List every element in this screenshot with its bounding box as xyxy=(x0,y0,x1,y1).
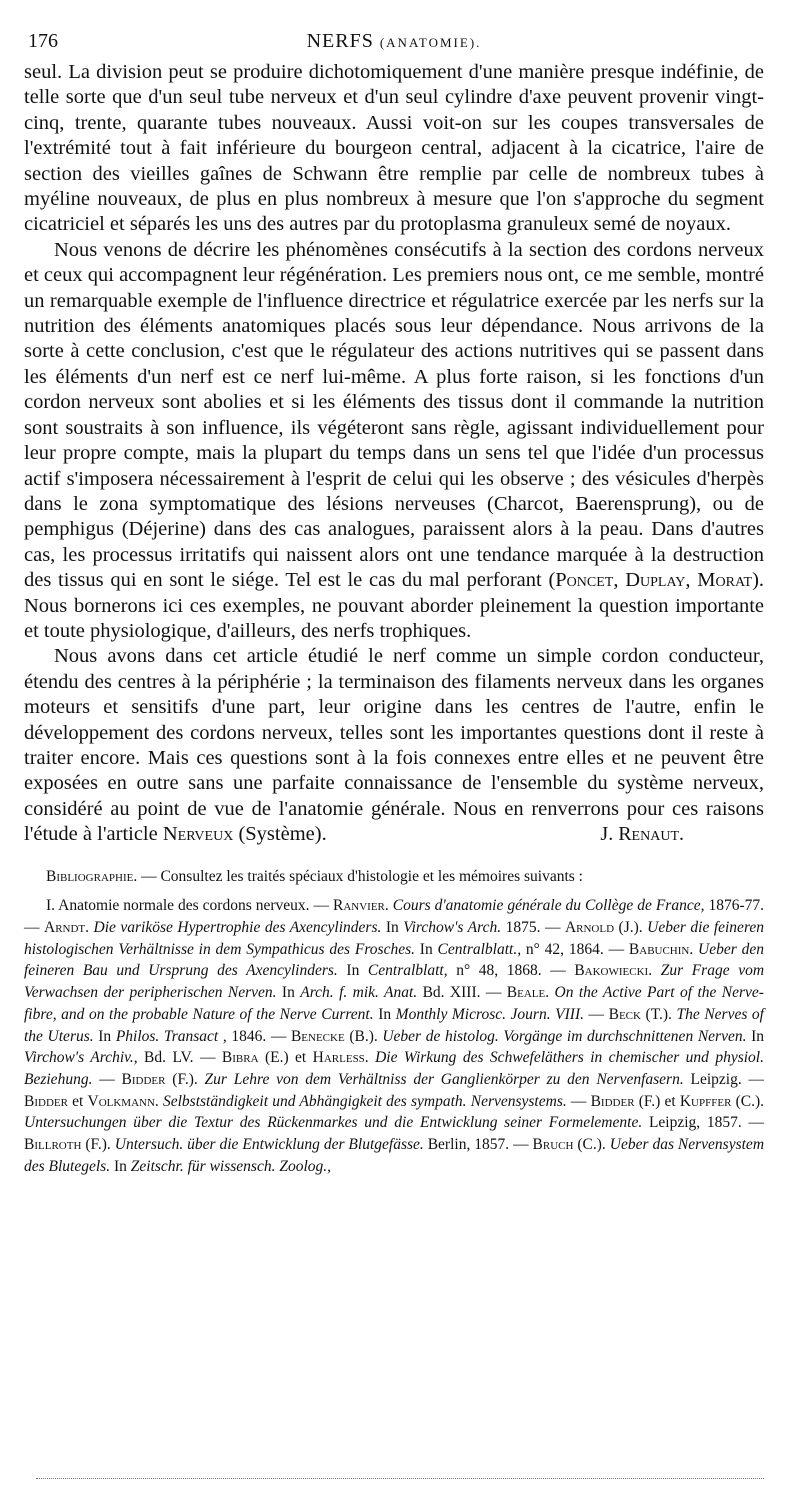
citation-detail: In xyxy=(746,1027,764,1045)
journal: Arch. f. mik. Anat. xyxy=(300,984,418,1002)
work-title: Ueber den feineren Bau und Ursprung des Axencylinders. xyxy=(24,940,764,980)
author-initial: (T.). xyxy=(640,1005,677,1023)
citation-detail: — xyxy=(92,1070,122,1088)
citation-detail: Bd. XIII. — xyxy=(417,984,507,1002)
bibliography-intro-text: — Consultez les traités spéciaux d'histologie et les mémoires suivants : xyxy=(137,867,583,885)
author: Benecke xyxy=(290,1027,345,1045)
journal: Zeitschr. für wissensch. Zoolog., xyxy=(130,1157,331,1175)
paragraph-2 xyxy=(24,238,764,645)
footer-rule xyxy=(36,1478,764,1479)
paragraph-1: seul. La division peut se produire dichotomiquement d'une manière presque indéfinie, de telle sorte que d'un seul tube nerveux et d'un seul cylindre d'axe peuvent provenir vingt-cinq, trente, quarante tubes nouveaux. Aussi voit-on sur les coupes transversales de l'extrémité tout à fait inférieure du bourgeon central, adjacent à la cicatrice, l'aire de section des vieilles gaînes de Schwann être remplie par celle de nombreux tubes à myéline nouveaux, de plus en plus nombreux à mesure que l'on s'approche du segment cicatriciel et séparés les uns des autres par du protoplasma granuleux semé de noyaux. xyxy=(24,61,764,236)
signature-name: Renaut. xyxy=(618,822,684,845)
citation-detail: In xyxy=(337,962,368,980)
author: Kupffer xyxy=(679,1092,732,1110)
paragraph-2-end: ). Nous bornerons ici ces exemples, ne pouvant aborder pleinement la question importante et toute physiologique, d'ailleurs, des nerfs trophiques. xyxy=(24,569,765,642)
citation-detail: Berlin, 1857. — xyxy=(423,1136,533,1154)
author-initial: (E.) et xyxy=(258,1049,313,1067)
author-initial: (F.). xyxy=(81,1136,115,1154)
author-name: Morat xyxy=(697,569,753,592)
citation-detail: Bd. LV. — xyxy=(137,1049,222,1067)
citation-detail: In xyxy=(381,919,404,936)
work-title: Die Wirkung des Schwefeläthers in chemischer und physiol. Beziehung. xyxy=(24,1049,764,1088)
work-title: Untersuchungen über die Textur des Rückenmarkes und die Entwicklung seiner Formelemente. xyxy=(24,1114,643,1132)
citation-detail: In xyxy=(276,984,301,1002)
work-title: Ueber die feineren histologischen Verhältnisse in dem Sympathicus des Frosches. xyxy=(24,919,765,958)
bibliography-label: Bibliographie. xyxy=(46,867,138,885)
author: Bidder xyxy=(590,1092,635,1110)
citation-detail: In xyxy=(93,1027,116,1045)
work-title: Zur Frage vom Verwachsen der peripherischen Nerven. xyxy=(24,962,765,1002)
work-title: Ueber das Nervensystem des Blutegels. xyxy=(24,1136,765,1175)
cross-reference: Nerveux xyxy=(162,823,234,846)
author-name: Poncet xyxy=(555,569,614,592)
section-lead: I. Anatomie normale des cordons nerveux. — xyxy=(46,897,333,915)
author-initial: (J.). xyxy=(614,919,648,936)
author: Bibra xyxy=(221,1049,259,1067)
author: Bidder xyxy=(121,1070,166,1088)
page-header xyxy=(24,26,764,60)
citation-detail: In xyxy=(373,1005,396,1023)
author: Bidder xyxy=(24,1092,68,1110)
running-title-main: NERFS xyxy=(306,30,374,52)
author: Arnold xyxy=(564,919,615,936)
author: Beale. xyxy=(506,984,550,1002)
author-initial: (C.). xyxy=(731,1092,764,1110)
citation-detail: In xyxy=(414,940,438,958)
journal: Philos. Transact , xyxy=(115,1027,227,1045)
citation-detail: 1875. — xyxy=(501,919,565,936)
author: Bruch xyxy=(532,1136,574,1154)
citation-detail: 1846. — xyxy=(226,1027,291,1045)
author-initial: (C.). xyxy=(573,1136,610,1154)
work-title: Untersuch. über die Entwicklung der Blutgefässe. xyxy=(114,1136,424,1154)
journal: Virchow's Archiv., xyxy=(24,1049,138,1067)
paragraph-3-end: (Système). xyxy=(233,823,327,846)
author: Bakowiecki. xyxy=(574,962,653,980)
author-initial: et xyxy=(67,1092,88,1110)
work-title: Zur Lehre von dem Verhältniss der Ganglienkörper zu den Nervenfasern. xyxy=(204,1070,684,1088)
work-title: Die variköse Hypertrophie des Axencylinders. xyxy=(89,919,382,936)
citation-detail: n° 48, 1868. — xyxy=(447,962,575,980)
author: Ranvier. xyxy=(332,897,389,915)
journal: Virchow's Arch. xyxy=(403,919,502,936)
work-title: Selbstständigkeit und Abhängigkeit des sympath. Nervensystems. xyxy=(158,1092,567,1110)
work-title: On the Active Part of the Nerve-fibre, and on the probable Nature of the Nerve Current. xyxy=(24,984,764,1023)
author: Harless. xyxy=(312,1049,369,1067)
journal: Centralblatt, xyxy=(367,962,448,980)
running-title-sub: (ANATOMIE). xyxy=(379,35,482,50)
separator: , xyxy=(685,569,698,592)
author-name: Duplay xyxy=(625,569,686,592)
journal: Monthly Microsc. Journ. VIII. xyxy=(395,1005,584,1023)
paragraph-3 xyxy=(24,644,764,847)
author: Volkmann. xyxy=(87,1092,159,1110)
citation-detail: n° 42, 1864. — xyxy=(521,940,629,958)
journal: Centralblatt., xyxy=(437,940,522,958)
author-initial: (F.) et xyxy=(634,1092,680,1110)
work-title: The Nerves of the Uterus. xyxy=(24,1005,764,1045)
citation-detail: — xyxy=(583,1005,609,1023)
author: Billroth xyxy=(24,1136,82,1154)
bibliography-entries xyxy=(24,895,764,1177)
author-initial: (F.). xyxy=(165,1070,205,1088)
separator: , xyxy=(613,569,626,592)
running-title xyxy=(24,30,764,53)
citation-detail: 1876-77. — xyxy=(24,897,764,936)
page xyxy=(24,26,764,1177)
bibliography xyxy=(24,866,764,1178)
author: Arndt. xyxy=(44,919,90,936)
main-text xyxy=(24,60,764,846)
paragraph-2-text: Nous venons de décrire les phénomènes consécutifs à la section des cordons nerveux et ceux qui accompagnent leur régénération. Les premiers nous ont, ce me semble, montré un remarquable exemple de l'influence directrice et régulatrice exercée par les nerfs sur la nutrition des éléments anatomiques placés sous leur dépendance. Nous arrivons de la sorte à cette conclusion, c'est que le régulateur des actions nutritives qui se passent dans les éléments d'un nerf est ce nerf lui-même. A plus forte raison, si les fonctions d'un cordon nerveux sont abolies et si les éléments des tissus dont il commande la nutrition sont soustraits à son influence, ils végéteront sans règle, agissant individuellement pour leur propre compte, mais la plupart du temps dans un sens tel que l'idée d'un processus actif s'imposera nécessairement à l'esprit de celui qui les observe ; des vésicules d'herpès dans le zona symptomatique des lésions nerveuses (Charcot, Baerensprung), ou de pemphigus (Déjerine) dans des cas analogues, paraissent alors à la peau. Dans d'autres cas, les processus irritatifs qui naissent alors ont une tendance marquée à la destruction des tissus qui en sont le siége. Tel est le cas du mal perforant ( xyxy=(24,238,765,592)
citation-detail: Leipzig. — xyxy=(683,1070,765,1088)
work-title: Ueber de histolog. Vorgänge im durchschnittenen Nerven. xyxy=(382,1027,747,1045)
citation-detail: Leipzig, 1857. — xyxy=(642,1114,765,1132)
page-number: 176 xyxy=(28,30,58,52)
author-initial: (B.). xyxy=(344,1027,383,1045)
paragraph-3-text: Nous avons dans cet article étudié le nerf comme un simple cordon conducteur, étendu des centres à la périphérie ; la terminaison des filaments nerveux dans les organes moteurs et sensitifs d'une part, leur origine dans les centres de l'autre, enfin le développement des cordons nerveux, telles sont les importantes questions dont il reste à traiter encore. Mais ces questions sont à la fois connexes entre elles et ne peuvent être exposées en outre sans une parfaite connaissance de l'ensemble du système nerveux, considéré au point de vue de l'anatomie générale. Nous en renverrons pour ces raisons l'étude à l'article xyxy=(24,645,764,846)
signature-initial: J. xyxy=(600,822,619,845)
author: Beck xyxy=(608,1005,641,1023)
author: Babuchin. xyxy=(628,940,694,958)
work-title: Cours d'anatomie générale du Collège de France, xyxy=(388,897,705,915)
bibliography-intro xyxy=(24,866,764,888)
citation-detail: In xyxy=(110,1157,131,1175)
citation-detail: — xyxy=(566,1092,591,1110)
